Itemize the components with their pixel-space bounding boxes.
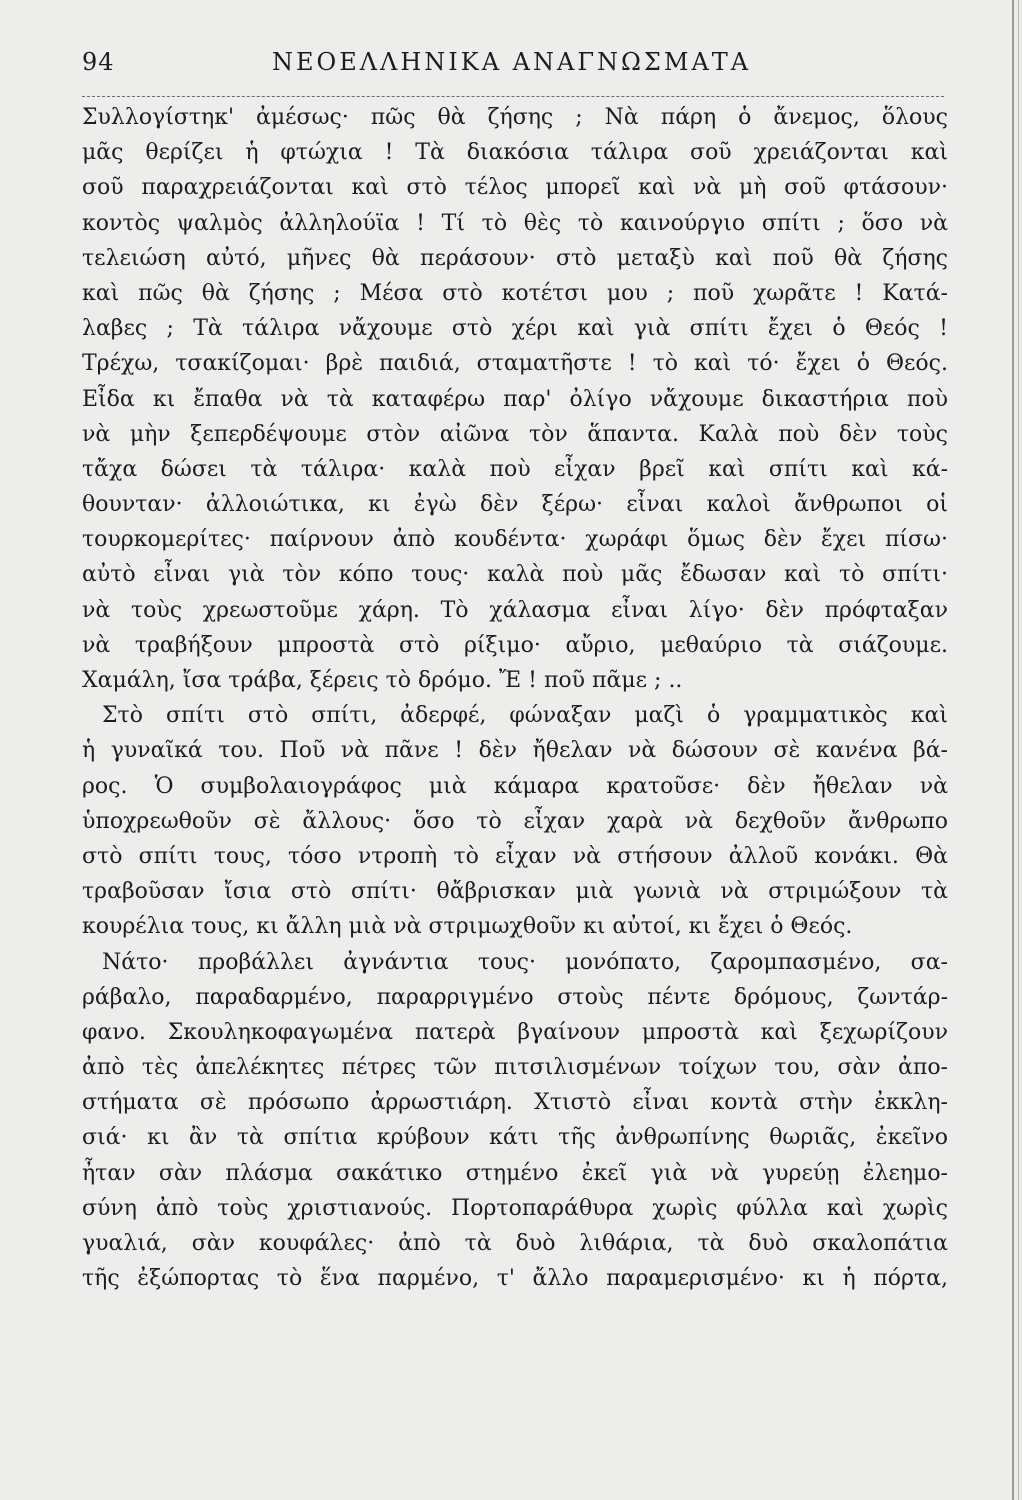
page-header: [82, 44, 944, 84]
text-line: αὐτὸ εἶναι γιὰ τὸν κόπο τους· καλὰ ποὺ μᾶς ἔδωσαν καὶ τὸ σπίτι·: [82, 562, 948, 588]
text-line: τἄχα δώσει τὰ τάλιρα· καλὰ ποὺ εἶχαν βρεῖ καὶ σπίτι καὶ κά-: [82, 456, 948, 482]
body-text: [82, 100, 948, 1296]
page-number: 94: [82, 48, 115, 76]
text-line: ἡ γυναῖκά του. Ποῦ νὰ πᾶνε ! δὲν ἤθελαν νὰ δώσουν σὲ κανένα βά-: [82, 738, 948, 764]
text-line: τουρκομερίτες· παίρνουν ἀπὸ κουδέντα· χωράφι ὅμως δὲν ἔχει πίσω·: [82, 527, 948, 553]
text-line: στὸ σπίτι τους, τόσο ντροπὴ τὸ εἶχαν νὰ στήσουν ἀλλοῦ κονάκι. Θὰ: [82, 843, 948, 869]
text-line: τραβοῦσαν ἴσια στὸ σπίτι· θἄβρισκαν μιὰ γωνιὰ νὰ στριμώξουν τὰ: [82, 879, 948, 905]
text-line: γυαλιά, σὰν κουφάλες· ἀπὸ τὰ δυὸ λιθάρια, τὰ δυὸ σκαλοπάτια: [82, 1231, 948, 1256]
running-title: ΝΕΟΕΛΛΗΝΙΚΑ ΑΝΑΓΝΩΣΜΑΤΑ: [272, 48, 752, 76]
text-line: σύνη ἀπὸ τοὺς χριστιανούς. Πορτοπαράθυρα χωρὶς φύλλα καὶ χωρὶς: [82, 1195, 948, 1221]
text-line: ράβαλο, παραδαρμένο, παραρριγμένο στοὺς πέντε δρόμους, ζωντάρ-: [82, 984, 948, 1010]
text-line: ρος. Ὁ συμβολαιογράφος μιὰ κάμαρα κρατοῦσε· δὲν ἤθελαν νὰ: [82, 773, 948, 799]
text-line: νὰ τραβήξουν μπροστὰ στὸ ρίξιμο· αὔριο, μεθαύριο τὰ σιάζουμε.: [82, 632, 948, 658]
text-line: Νάτο· προβάλλει ἀγνάντια τους· μονόπατο, ζαρομπασμένο, σα-: [102, 949, 948, 975]
text-line: Χαμάλη, ἴσα τράβα, ξέρεις τὸ δρόμο. Ἔ ! ποῦ πᾶμε ; ..: [82, 668, 683, 693]
text-line: ἀπὸ τὲς ἀπελέκητες πέτρες τῶν πιτσιλισμένων τοίχων του, σὰν ἀπο-: [82, 1055, 948, 1081]
text-line: Στὸ σπίτι στὸ σπίτι, ἀδερφέ, φώναξαν μαζὶ ὁ γραμματικὸς καὶ: [102, 703, 948, 729]
text-line: σοῦ παραχρειάζονται καὶ στὸ τέλος μπορεῖ καὶ νὰ μὴ σοῦ φτάσουν·: [82, 175, 948, 201]
text-line: Τρέχω, τσακίζομαι· βρὲ παιδιά, σταματῆστε ! τὸ καὶ τό· ἔχει ὁ Θεός.: [82, 351, 948, 377]
text-line: τῆς ἐξώπορτας τὸ ἕνα παρμένο, τ' ἄλλο παραμερισμένο· κι ἡ πόρτα,: [82, 1266, 948, 1292]
text-line: Συλλογίστηκ' ἀμέσως· πῶς θὰ ζήσης ; Νὰ πάρη ὁ ἄνεμος, ὅλους: [82, 105, 948, 130]
text-line: στήματα σὲ πρόσωπο ἀρρωστιάρη. Χτιστὸ εἶναι κοντὰ στὴν ἐκκλη-: [82, 1090, 948, 1116]
text-line: νὰ τοὺς χρεωστοῦμε χάρη. Τὸ χάλασμα εἶναι λίγο· δὲν πρόφταξαν: [82, 597, 948, 623]
text-line: τελειώση αὐτό, μῆνες θὰ περάσουν· στὸ μεταξὺ καὶ ποῦ θὰ ζήσης: [82, 245, 948, 271]
text-line: νὰ μὴν ξεπερδέψουμε στὸν αἰῶνα τὸν ἅπαντα. Καλὰ ποὺ δὲν τοὺς: [82, 421, 948, 447]
text-line: μᾶς θερίζει ἡ φτώχια ! Τὰ διακόσια τάλιρα σοῦ χρειάζονται καὶ: [82, 140, 948, 166]
text-line: κουρέλια τους, κι ἄλλη μιὰ νὰ στριμωχθοῦν κι αὐτοί, κι ἔχει ὁ Θεός.: [82, 914, 853, 940]
page-edge-shadow: [1018, 0, 1019, 1500]
text-line: θουνταν· ἀλλοιώτικα, κι ἐγὼ δὲν ξέρω· εἶναι καλοὶ ἄνθρωποι οἱ: [82, 492, 948, 518]
text-line: κοντὸς ψαλμὸς ἀλληλούϊα ! Τί τὸ θὲς τὸ καινούργιο σπίτι ; ὅσο νὰ: [82, 210, 948, 236]
text-line: σιά· κι ἂν τὰ σπίτια κρύβουν κάτι τῆς ἀνθρωπίνης θωριᾶς, ἐκεῖνο: [82, 1125, 948, 1151]
page-edge: [1012, 0, 1014, 1500]
text-line: ὑποχρεωθοῦν σὲ ἄλλους· ὅσο τὸ εἶχαν χαρὰ νὰ δεχθοῦν ἄνθρωπο: [82, 808, 948, 834]
text-line: καὶ πῶς θὰ ζήσης ; Μέσα στὸ κοτέτσι μου ; ποῦ χωρᾶτε ! Κατά-: [82, 280, 948, 306]
text-line: ἦταν σὰν πλάσμα σακάτικο στημένο ἐκεῖ γιὰ νὰ γυρεύῃ ἐλεημο-: [82, 1160, 948, 1186]
text-line: Εἶδα κι ἔπαθα νὰ τὰ καταφέρω παρ' ὀλίγο νἄχουμε δικαστήρια ποὺ: [82, 386, 948, 412]
text-line: φανο. Σκουληκοφαγωμένα πατερὰ βγαίνουν μπροστὰ καὶ ξεχωρίζουν: [82, 1019, 948, 1045]
header-rule: [82, 96, 944, 97]
text-line: λαβες ; Τὰ τάλιρα νἄχουμε στὸ χέρι καὶ γιὰ σπίτι ἔχει ὁ Θεός !: [82, 316, 948, 342]
